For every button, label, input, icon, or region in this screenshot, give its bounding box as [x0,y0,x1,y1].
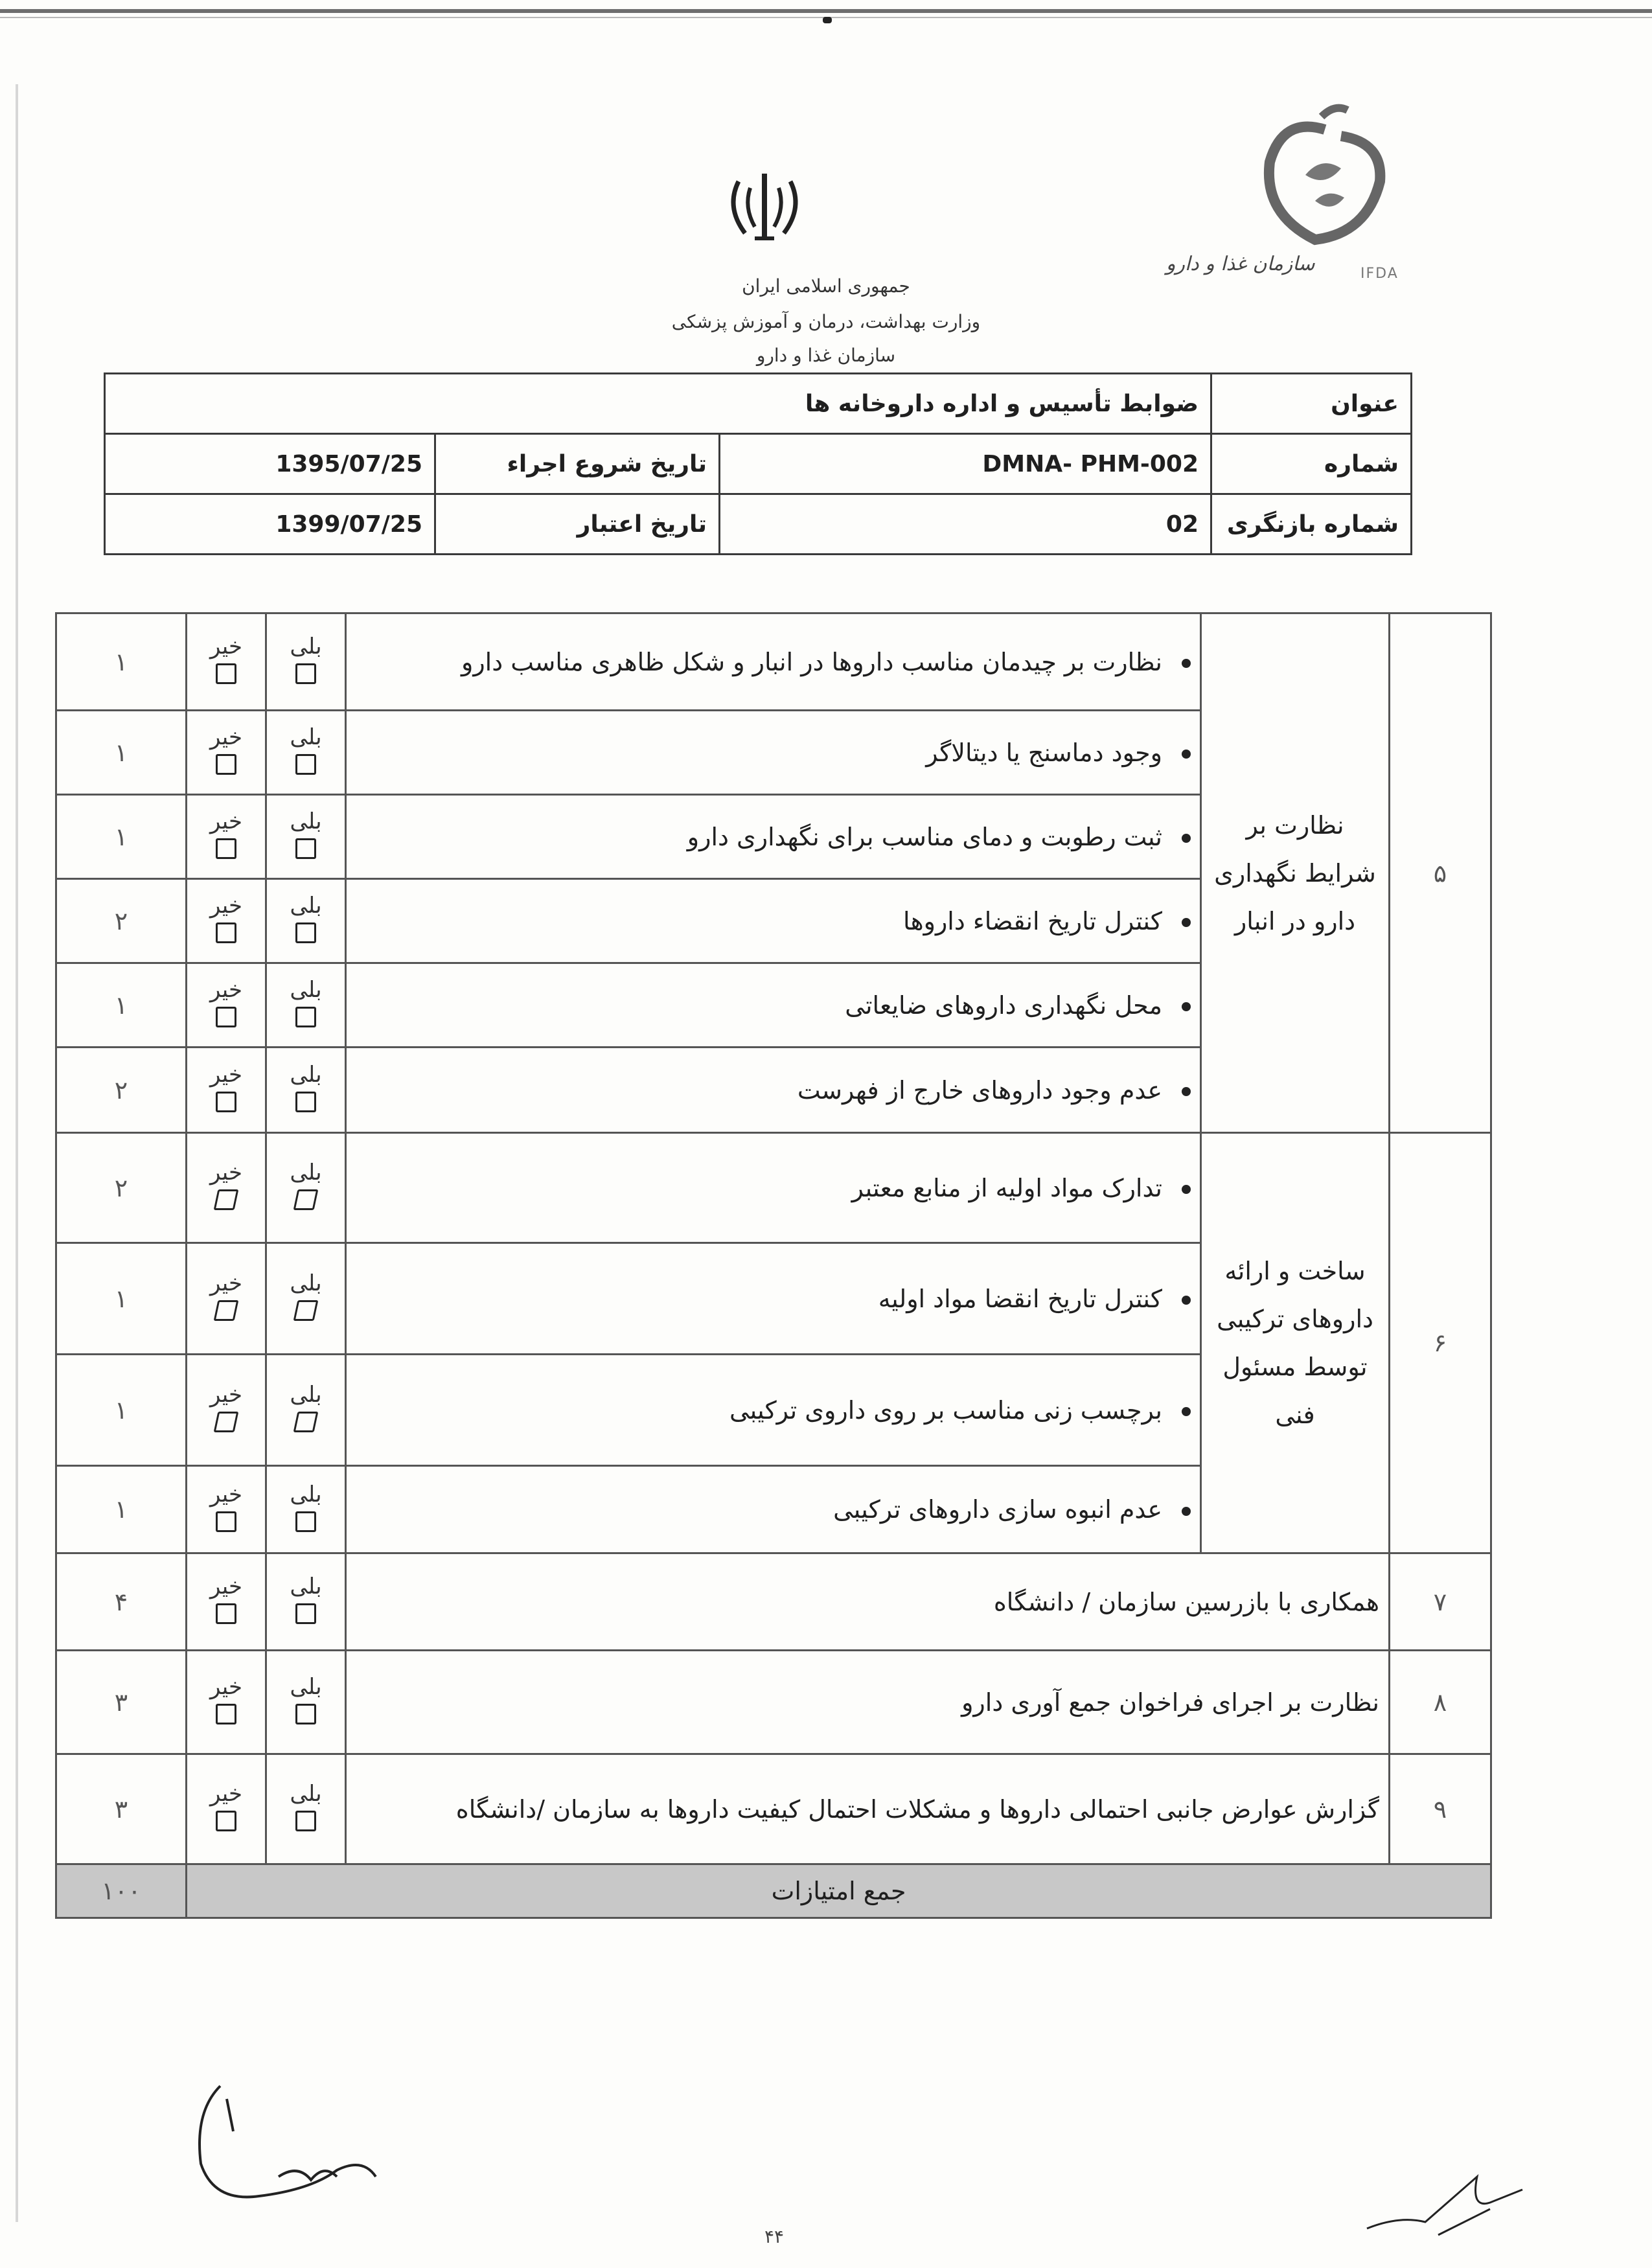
item-points: ۱ [56,1466,187,1553]
checklist-item: همکاری با بازرسین سازمان / دانشگاه [346,1553,1390,1651]
yes-option[interactable]: بلی [266,1243,346,1355]
checklist-item: تدارک مواد اولیه از منابع معتبر [346,1133,1201,1243]
no-option[interactable]: خیر [187,613,266,711]
logo-abbreviation: IFDA [1360,266,1399,282]
logo-caption: سازمان غذا و دارو [1166,253,1315,275]
checkbox-icon[interactable] [295,1007,316,1027]
no-option[interactable]: خیر [187,1133,266,1243]
yes-option[interactable]: بلی [266,1553,346,1651]
no-option[interactable]: خیر [187,1048,266,1133]
item-points: ۲ [56,1133,187,1243]
bullet-icon [1182,1507,1191,1516]
bullet-icon [1182,834,1191,843]
no-option[interactable]: خیر [187,879,266,963]
checkbox-icon[interactable] [295,1511,316,1532]
no-option[interactable]: خیر [187,1466,266,1553]
checkbox-icon[interactable] [216,663,236,684]
row-number: ۸ [1390,1651,1491,1754]
checkbox-icon[interactable] [216,838,236,859]
checkbox-icon[interactable] [295,1603,316,1624]
no-option[interactable]: خیر [187,963,266,1048]
bullet-icon [1182,1185,1191,1194]
revision-value: 02 [720,494,1211,555]
section-title: نظارت بر شرایط نگهداری دارو در انبار [1201,613,1390,1133]
organization-name: سازمان غذا و دارو [756,345,896,366]
ifda-logo-icon [1244,104,1406,272]
yes-option[interactable]: بلی [266,613,346,711]
checkbox-icon[interactable] [295,1704,316,1724]
no-option[interactable]: خیر [187,1553,266,1651]
section-number: ۵ [1390,613,1491,1133]
checkbox-icon[interactable] [295,1811,316,1831]
item-points: ۴ [56,1553,187,1651]
item-points: ۳ [56,1754,187,1864]
item-points: ۲ [56,879,187,963]
bullet-icon [1182,750,1191,759]
yes-option[interactable]: بلی [266,1754,346,1864]
checklist-item: نظارت بر چیدمان مناسب داروها در انبار و شکل ظاهری مناسب دارو [346,613,1201,711]
signature-icon [181,2073,389,2209]
checkbox-icon[interactable] [216,1007,236,1027]
checkbox-icon[interactable] [295,663,316,684]
top-border [0,9,1652,13]
checkbox-icon[interactable] [216,1603,236,1624]
yes-option[interactable]: بلی [266,1048,346,1133]
checklist-item: کنترل تاریخ انقضاء داروها [346,879,1201,963]
checklist-item: محل نگهداری داروهای ضایعاتی [346,963,1201,1048]
bullet-icon [1182,918,1191,927]
yes-option[interactable]: بلی [266,1651,346,1754]
checklist-item: ثبت رطوبت و دمای مناسب برای نگهداری دارو [346,795,1201,879]
number-label: شماره [1211,434,1412,494]
item-points: ۱ [56,963,187,1048]
checkbox-icon[interactable] [216,1704,236,1724]
no-option[interactable]: خیر [187,711,266,795]
bullet-icon [1182,659,1191,668]
checkbox-icon[interactable] [295,922,316,943]
section-title: ساخت و ارائه داروهای ترکیبی توسط مسئول فنی [1201,1133,1390,1553]
checkbox-icon[interactable] [216,1811,236,1831]
item-points: ۱ [56,711,187,795]
validity-label: تاریخ اعتبار [435,494,720,555]
item-points: ۱ [56,1243,187,1355]
yes-option[interactable]: بلی [266,1133,346,1243]
yes-option[interactable]: بلی [266,963,346,1048]
start-date-value: 1395/07/25 [105,434,435,494]
total-label: جمع امتیازات [187,1864,1491,1918]
checklist-item: برچسب زنی مناسب بر روی داروی ترکیبی [346,1355,1201,1466]
checkbox-icon[interactable] [216,922,236,943]
number-value: DMNA- PHM-002 [720,434,1211,494]
country-name: جمهوری اسلامی ایران [742,275,910,297]
document-info-table [104,372,1412,555]
checkbox-icon[interactable] [295,838,316,859]
checkbox-icon[interactable] [293,1300,319,1321]
item-points: ۱ [56,1355,187,1466]
checklist-item: عدم انبوه سازی داروهای ترکیبی [346,1466,1201,1553]
revision-label: شماره بازنگری [1211,494,1412,555]
page-number: ۴۴ [764,2226,785,2247]
checkbox-icon[interactable] [295,1092,316,1112]
no-option[interactable]: خیر [187,1355,266,1466]
bullet-icon [1182,1002,1191,1011]
scan-mark [823,17,832,23]
iran-emblem-icon [719,162,810,253]
yes-option[interactable]: بلی [266,879,346,963]
yes-option[interactable]: بلی [266,1466,346,1553]
checklist-item: عدم وجود داروهای خارج از فهرست [346,1048,1201,1133]
checkbox-icon[interactable] [214,1412,239,1432]
checklist-table [55,612,1492,1919]
checkbox-icon[interactable] [216,1511,236,1532]
total-value: ۱۰۰ [56,1864,187,1918]
no-option[interactable]: خیر [187,1243,266,1355]
signature-icon [1360,2164,1529,2248]
item-points: ۳ [56,1651,187,1754]
scan-edge [16,84,18,2222]
row-number: ۷ [1390,1553,1491,1651]
checklist-item: وجود دماسنج یا دیتالاگر [346,711,1201,795]
checkbox-icon[interactable] [295,754,316,775]
ministry-name: وزارت بهداشت، درمان و آموزش پزشکی [671,311,981,332]
bullet-icon [1182,1087,1191,1096]
bullet-icon [1182,1407,1191,1416]
title-value: ضوابط تأسیس و اداره داروخانه ها [105,374,1211,434]
checkbox-icon[interactable] [293,1189,319,1210]
no-option[interactable]: خیر [187,1754,266,1864]
checkbox-icon[interactable] [216,1092,236,1112]
item-points: ۱ [56,613,187,711]
title-label: عنوان [1211,374,1412,434]
item-points: ۲ [56,1048,187,1133]
validity-value: 1399/07/25 [105,494,435,555]
section-number: ۶ [1390,1133,1491,1553]
checklist-item: نظارت بر اجرای فراخوان جمع آوری دارو [346,1651,1390,1754]
checklist-item: گزارش عوارض جانبی احتمالی داروها و مشکلات احتمال کیفیت داروها به سازمان /دانشگاه [346,1754,1390,1864]
bullet-icon [1182,1296,1191,1305]
checkbox-icon[interactable] [214,1189,239,1210]
no-option[interactable]: خیر [187,1651,266,1754]
checkbox-icon[interactable] [293,1412,319,1432]
checkbox-icon[interactable] [216,754,236,775]
checkbox-icon[interactable] [214,1300,239,1321]
yes-option[interactable]: بلی [266,795,346,879]
row-number: ۹ [1390,1754,1491,1864]
item-points: ۱ [56,795,187,879]
no-option[interactable]: خیر [187,795,266,879]
start-date-label: تاریخ شروع اجراء [435,434,720,494]
yes-option[interactable]: بلی [266,1355,346,1466]
yes-option[interactable]: بلی [266,711,346,795]
checklist-item: کنترل تاریخ انقضا مواد اولیه [346,1243,1201,1355]
